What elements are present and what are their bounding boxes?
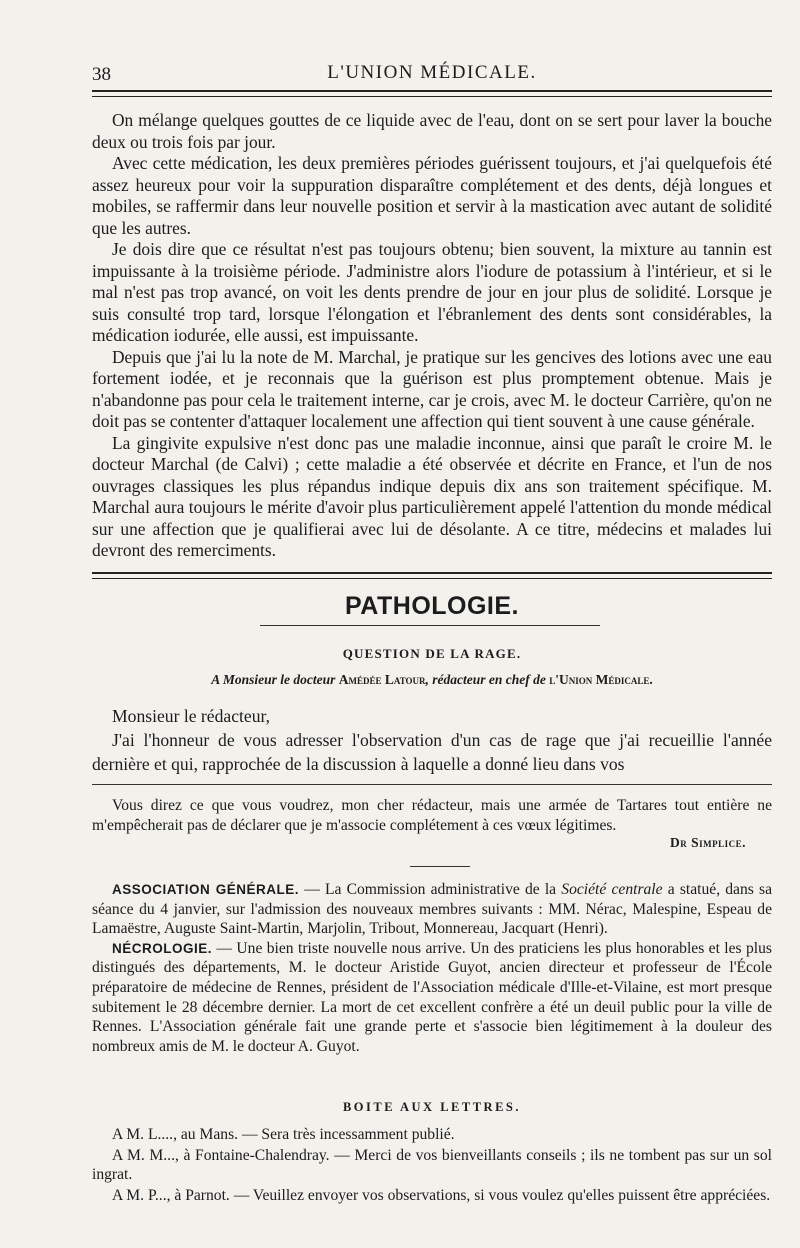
page-number: 38 xyxy=(92,64,111,85)
necrologie-text: — Une bien triste nouvelle nous arrive. Un des praticiens les plus honorables et les plus distingués des départements, M. le docteur Aristide Guyot, ancien directeur et professeur de l'École préparatoire de médecine de Rennes, président de l'Association médicale d'Ille-et-Vilaine, est mort presque subitement le 28 décembre dernier. La mort de cet excellent confrère a été un deuil public pour la ville de Rennes. L'Association générale fait une grande perte et s'associe bien légitimement à la douleur des nombreux amis de M. le docteur A. Guyot. xyxy=(92,939,772,1055)
letter-item: A M. M..., à Fontaine-Chalendray. — Merci de vos bienveillants conseils ; ils ne tombent pas sur un sol ingrat. xyxy=(92,1146,772,1184)
association-lead: ASSOCIATION GÉNÉRALE. xyxy=(112,882,300,897)
title-underline xyxy=(260,625,600,626)
necrologie-lead: NÉCROLOGIE. xyxy=(112,940,213,956)
closing-text: Vous direz ce que vous voudrez, mon cher rédacteur, mais une armée de Tartares tout entière ne m'empêcherait pas de déclarer que je m'associe complétement à ces vœux légitimes. xyxy=(92,797,772,834)
header-rule xyxy=(92,90,772,97)
closing-paragraph xyxy=(92,796,772,835)
address-journal: l'Union Médicale. xyxy=(549,672,653,687)
page-header xyxy=(92,60,772,90)
boite-heading: BOITE AUX LETTRES. xyxy=(342,1100,522,1114)
news-section xyxy=(92,880,772,1056)
article-continuation xyxy=(92,110,772,562)
association-post: a statué, dans sa séance du 4 janvier, sur l'admission des nouveaux membres suivants : MM. Nérac, Malespine, Espeau de Lamaëstre, Auguste Saint-Martin, Marjolin, Tribout, Monnereau, Jacquart (Henri). xyxy=(92,881,772,938)
paragraph: La gingivite expulsive n'est donc pas une maladie inconnue, ainsi que paraît le croire M. le docteur Marchal (de Calvi) ; cette maladie a été observée et décrite en France, et l'un de nos ouvrages classiques les plus répandus indique depuis dix ans son traitement spécifique. M. Marchal aura toujours le mérite d'avoir plus particulièrement appelé l'attention du monde médical sur une affection que je qualifierai avec lui de désolante. A ce titre, médecins et malades lui devront des remerciments. xyxy=(92,432,772,560)
letter-item: A M. L...., au Mans. — Sera très incessamment publié. xyxy=(112,1126,455,1143)
letter-item: A M. P..., à Parnot. — Veuillez envoyer vos observations, si vous voulez qu'elles puissent être appréciées. xyxy=(112,1186,771,1204)
association-pre: — La Commission administrative de la xyxy=(299,881,562,898)
letters-box xyxy=(92,1125,772,1206)
necrologie-item xyxy=(92,939,772,1057)
salutation: Monsieur le rédacteur, xyxy=(112,706,271,726)
section-title: PATHOLOGIE. xyxy=(344,592,520,620)
paragraph: Avec cette médication, les deux premières périodes guérissent toujours, et j'ai quelquefois été assez heureux pour voir la suppuration disparaître complétement et des dents, déjà longues et mobiles, se raffermir dans leur nouvelle position et servir à la mastication avec autant de solidité que les autres. xyxy=(92,153,772,238)
address-name: Amédée Latour xyxy=(338,672,426,687)
address-prefix: A Monsieur le docteur xyxy=(211,672,336,687)
paragraph: Depuis que j'ai lu la note de M. Marchal, je pratique sur les gencives des lotions avec une eau fortement iodée, et je reconnais que la guérison est plus promptement obtenue. Mais je n'abandonne pas pour cela le traitement interne, car je crois, avec M. le docteur Carrière, qu'on ne doit pas se contenter d'attaquer localement une affection qui tient souvent à une cause générale. xyxy=(92,346,772,431)
association-item xyxy=(92,880,772,939)
association-society: Société centrale xyxy=(561,881,663,898)
letter-body xyxy=(92,704,772,776)
divider xyxy=(92,784,772,785)
address-line xyxy=(92,672,772,688)
paragraph: Je dois dire que ce résultat n'est pas toujours obtenu; bien souvent, la mixture au tannin est impuissante à la troisième période. J'administre alors l'iodure de potassium à l'intérieur, et si le mal n'est pas trop avancé, on voit les dents prendre de jour en jour plus de solidité. Lorsque je suis consulté trop tard, lorsque l'élongation et l'ébranlement des dents sont considérables, la médication iodurée, elle aussi, est impuissante. xyxy=(92,239,772,345)
letter-opening: J'ai l'honneur de vous adresser l'observation d'un cas de rage que j'ai recueillie l'année dernière et qui, rapprochée de la discussion à laquelle a donné lieu dans vos xyxy=(92,730,772,774)
paragraph: On mélange quelques gouttes de ce liquide avec de l'eau, dont on se sert pour laver la bouche deux ou trois fois par jour. xyxy=(92,110,772,152)
running-title: L'UNION MÉDICALE. xyxy=(327,62,537,83)
section-separator xyxy=(92,572,772,579)
short-divider xyxy=(410,866,470,867)
sub-heading: QUESTION DE LA RAGE. xyxy=(342,646,522,661)
address-middle: , rédacteur en chef de xyxy=(425,672,546,687)
signature: Dr Simplice. xyxy=(669,835,746,850)
